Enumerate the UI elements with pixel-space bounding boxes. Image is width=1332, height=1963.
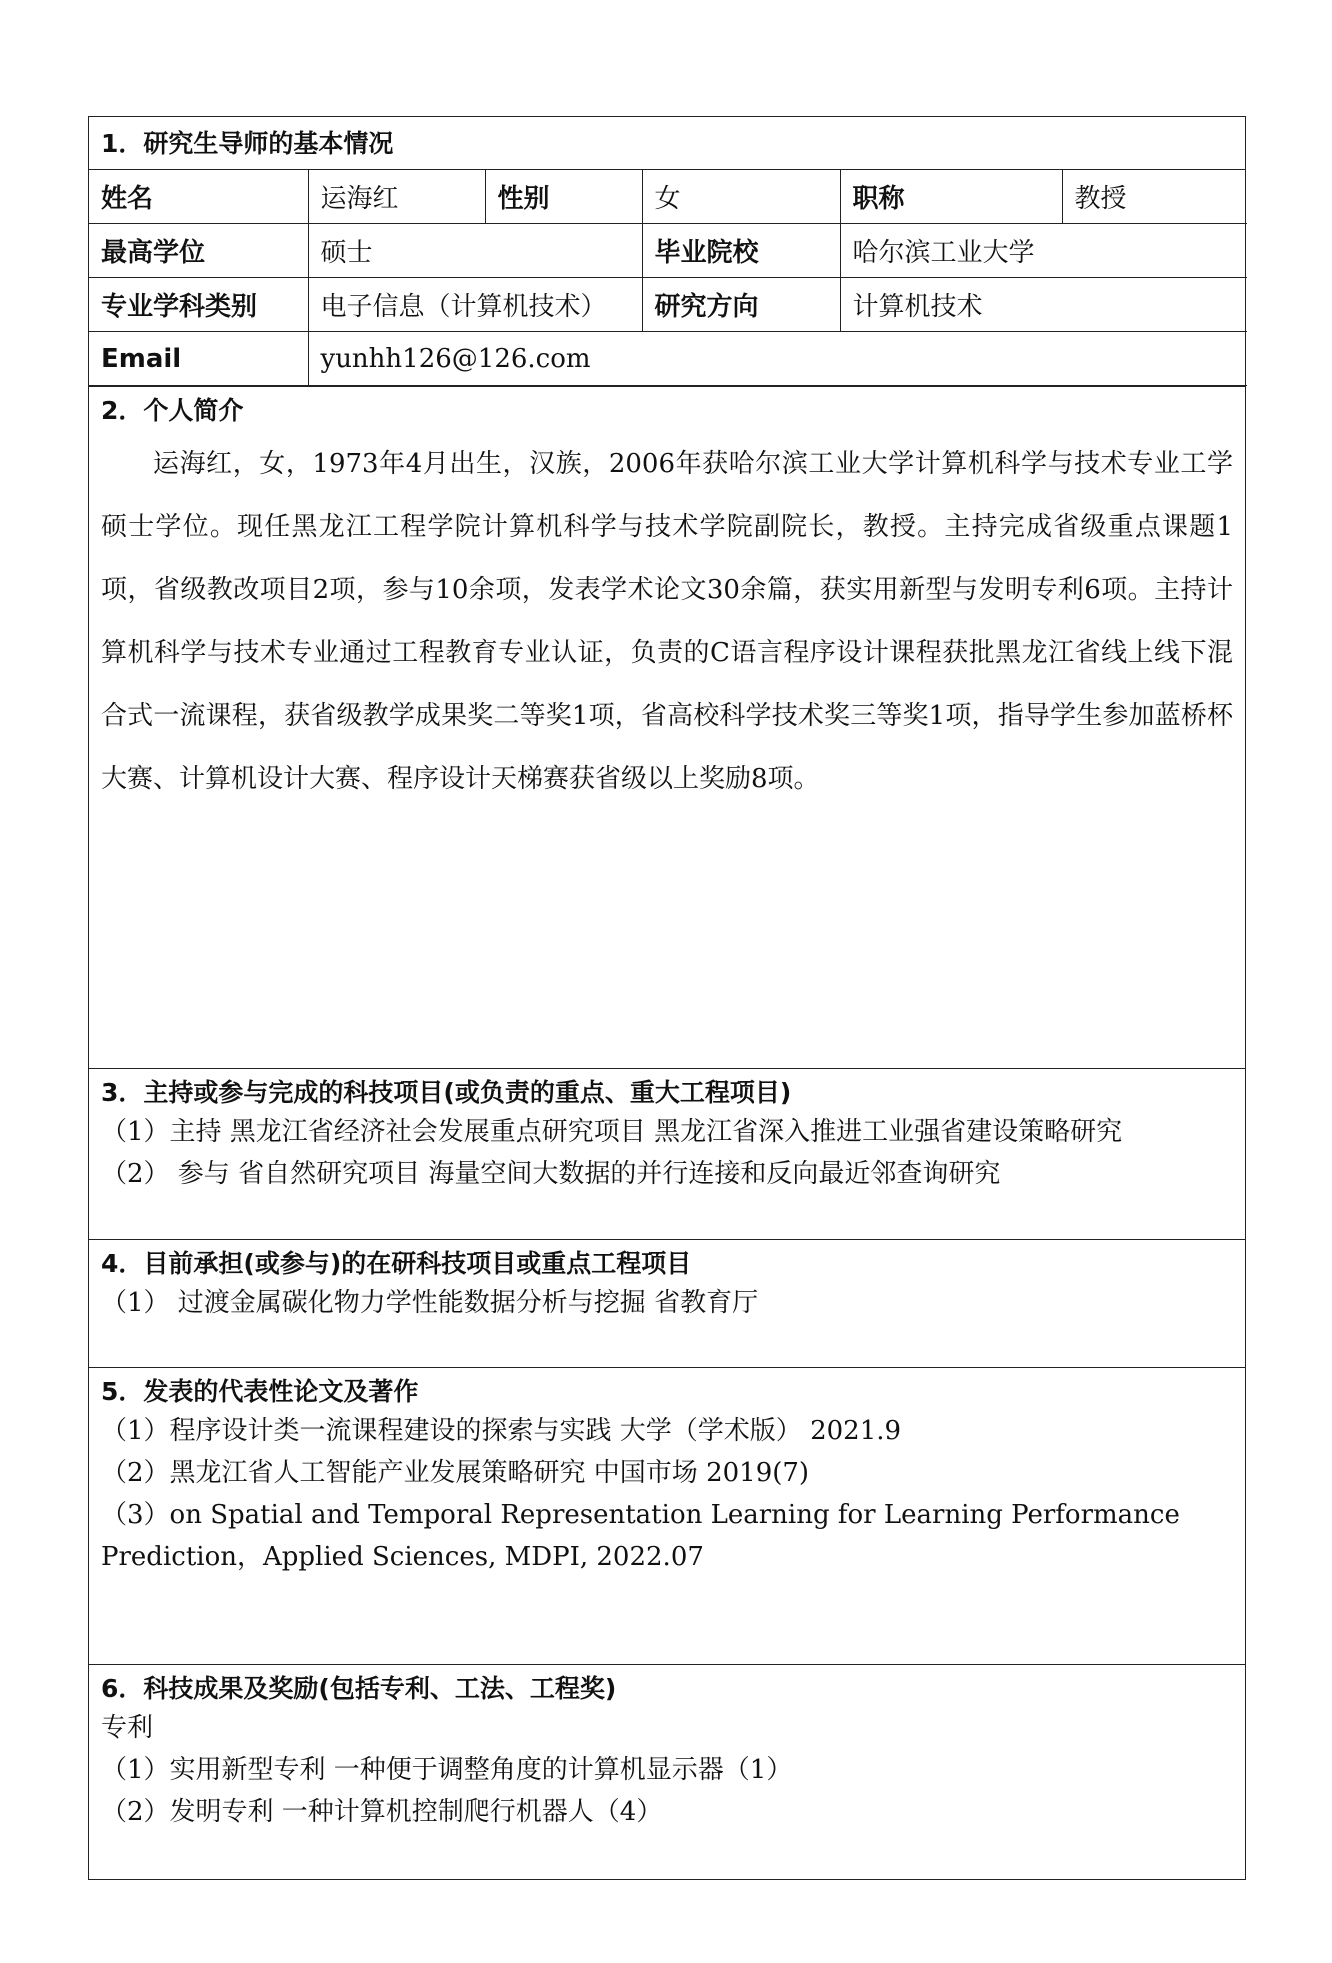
email-label: Email [89,332,308,386]
section-5-title: 5．发表的代表性论文及著作 [101,1377,419,1406]
application-form [88,116,1246,1880]
rank-value: 教授 [1062,170,1247,224]
section-completed-projects [89,1068,1245,1239]
discipline-value: 电子信息（计算机技术） [308,278,642,332]
gender-label: 性别 [485,170,642,224]
basic-info-table [89,170,1247,386]
section-6-title: 6．科技成果及奖励(包括专利、工法、工程奖) [101,1674,617,1703]
list-item: （1）主持 黑龙江省经济社会发展重点研究项目 黑龙江省深入推进工业强省建设策略研究 [101,1117,1123,1147]
section-bio [89,386,1245,1068]
name-label: 姓名 [89,170,308,224]
list-item: （1）程序设计类一流课程建设的探索与实践 大学（学术版） 2021.9 [101,1416,902,1446]
section-current-projects [89,1239,1245,1367]
list-item: （2）黑龙江省人工智能产业发展策略研究 中国市场 2019(7) [101,1458,810,1488]
table-row [89,278,1247,332]
table-row [89,224,1247,278]
email-value: yunhh126@126.com [308,332,1247,386]
name-value: 运海红 [308,170,485,224]
list-item: （2） 参与 省自然研究项目 海量空间大数据的并行连接和反向最近邻查询研究 [101,1159,1001,1189]
section-basic-info [89,117,1245,386]
school-label: 毕业院校 [642,224,840,278]
degree-label: 最高学位 [89,224,308,278]
bio-paragraph: 运海红，女，1973年4月出生，汉族，2006年获哈尔滨工业大学计算机科学与技术专业工学硕士学位。现任黑龙江工程学院计算机科学与技术学院副院长，教授。主持完成省级重点课题1项，省级教改项目2项，参与10余项，发表学术论文30余篇，获实用新型与发明专利6项。主持计算机科学与技术专业通过工程教育专业认证，负责的C语言程序设计课程获批黑龙江省线上线下混合式一流课程，获省级教学成果奖二等奖1项，省高校科学技术奖三等奖1项，指导学生参加蓝桥杯大赛、计算机设计大赛、程序设计天梯赛获省级以上奖励8项。 [101,449,1233,794]
table-row [89,332,1247,386]
section-4-title: 4．目前承担(或参与)的在研科技项目或重点工程项目 [101,1249,692,1278]
table-row [89,170,1247,224]
rank-label: 职称 [840,170,1062,224]
gender-value: 女 [642,170,840,224]
patent-subheading: 专利 [101,1713,154,1743]
section-1-title: 1．研究生导师的基本情况 [89,117,1245,170]
section-2-title: 2．个人简介 [101,396,244,425]
list-item: （1）实用新型专利 一种便于调整角度的计算机显示器（1） [101,1755,793,1785]
school-value: 哈尔滨工业大学 [840,224,1247,278]
direction-label: 研究方向 [642,278,840,332]
degree-value: 硕士 [308,224,642,278]
discipline-label: 专业学科类别 [89,278,308,332]
list-item: （1） 过渡金属碳化物力学性能数据分析与挖掘 省教育厅 [101,1288,759,1318]
section-3-title: 3．主持或参与完成的科技项目(或负责的重点、重大工程项目) [101,1078,792,1107]
section-publications [89,1367,1245,1664]
direction-value: 计算机技术 [840,278,1247,332]
list-item: （2）发明专利 一种计算机控制爬行机器人（4） [101,1797,663,1827]
section-achievements [89,1664,1245,1874]
list-item: （3）on Spatial and Temporal Representation Learning for Learning Performance Prediction，Applied Sciences, MDPI, 2022.07 [101,1500,1180,1572]
